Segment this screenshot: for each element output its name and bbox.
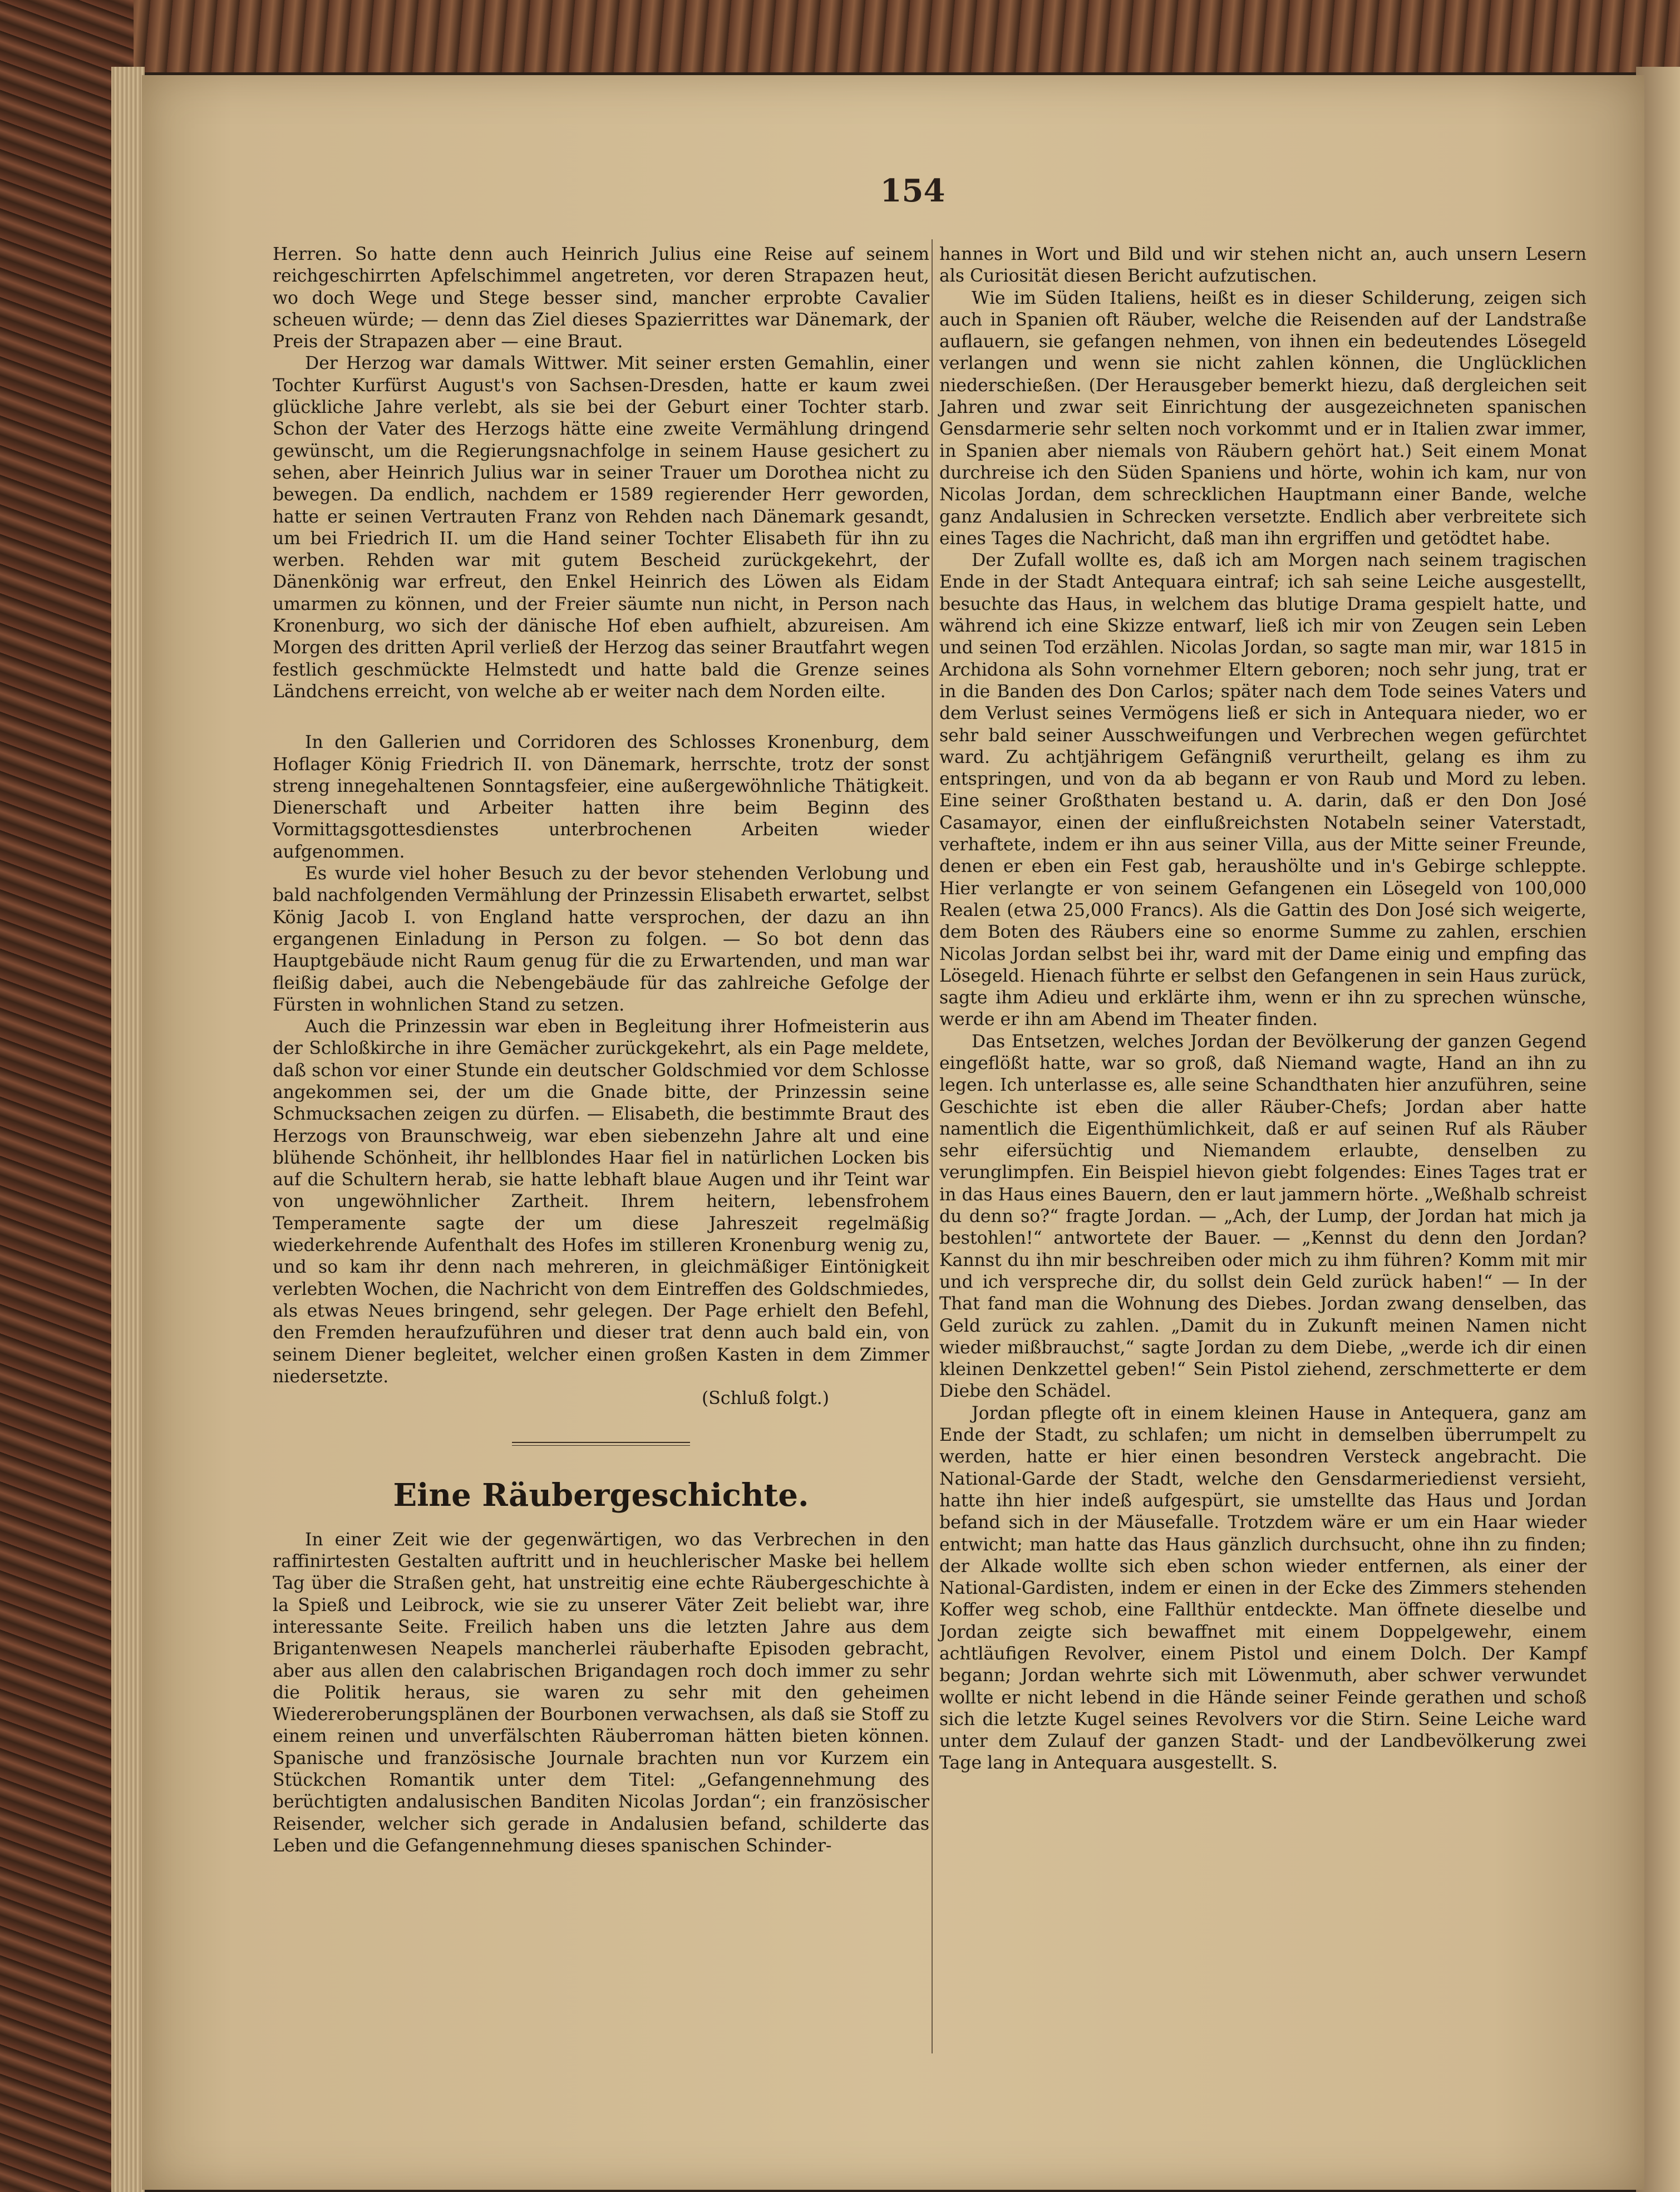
book-binding-top bbox=[83, 0, 1680, 72]
paragraph: hannes in Wort und Bild und wir stehen nicht an, auch unsern Lesern als Curiosität diesen Bericht aufzutischen. bbox=[939, 244, 1587, 287]
paragraph: Der Herzog war damals Wittwer. Mit seiner ersten Gemahlin, einer Tochter Kurfürst August's von Sachsen-Dresden, hatte er kaum zwei glückliche Jahre verlebt, als sie bei der Geburt einer Tochter starb. Schon der Vater des Herzogs hätte eine zweite Vermählung dringend gewünscht, um die Regierungsnachfolge in seinem Hause gesichert zu sehen, aber Heinrich Julius war in seiner Trauer um Dorothea nicht zu bewegen. Da endlich, nachdem er 1589 regierender Herr geworden, hatte er seinen Vertrauten Franz von Rehden nach Dänemark gesandt, um bei Friedrich II. um die Hand seiner Tochter Elisabeth für ihn zu werben. Rehden war mit gutem Bescheid zurückgekehrt, der Dänenkönig war erfreut, den Enkel Heinrich des Löwen als Eidam umarmen zu können, und der Freier säumte nun nicht, in Person nach Kronenburg, wo sich der dänische Hof eben aufhielt, abzureisen. Am Morgen des dritten April verließ der Herzog das seiner Brautfahrt wegen festlich geschmückte Helmstedt und hatte bald die Grenze seines Ländchens erreicht, von welche ab er weiter nach dem Norden eilte. bbox=[273, 353, 929, 702]
continued-note: (Schluß folgt.) bbox=[701, 1388, 829, 1409]
column-divider bbox=[932, 239, 933, 2053]
paragraph: In einer Zeit wie der gegenwärtigen, wo das Verbrechen in den raffinirtesten Gestalten auftritt und in heuchlerischer Maske bei hellem Tag über die Straßen geht, hat unstreitig eine echte Räubergeschichte à la Spieß und Leibrock, wie sie zu unserer Väter Zeit beliebt war, ihre interessante Seite. Freilich haben uns die letzten Jahre aus dem Brigantenwesen Neapels mancherlei räuberhafte Episoden gebracht, aber aus allen den calabrischen Brigandagen roch doch immer zu sehr die Politik heraus, sie waren zu sehr mit den geheimen Wiedereroberungsplänen der Bourbonen verwachsen, als daß sie Stoff zu einem reinen und unverfälschten Räuberroman hätten bieten können. Spanische und französische Journale brachten nun vor Kurzem ein Stückchen Romantik unter dem Titel: „Gefangennehmung des berüchtigten andalusischen Banditen Nicolas Jordan“; ein französischer Reisender, welcher sich gerade in Andalusien befand, schilderte das Leben und die Gefangennehmung dieses spanischen Schinder- bbox=[273, 1529, 929, 1856]
paragraph: Es wurde viel hoher Besuch zu der bevor stehenden Verlobung und bald nachfolgenden Vermählung der Prinzessin Elisabeth erwartet, selbst König Jacob I. von England hatte versprochen, der dazu an ihn ergangenen Einladung in Person zu folgen. — So bot denn das Hauptgebäude nicht Raum genug für die zu Erwartenden, und man war fleißig dabei, auch die Nebengebäude für das zahlreiche Gefolge der Fürsten in wohnlichen Stand zu setzen. bbox=[273, 864, 929, 1015]
paragraph: Das Entsetzen, welches Jordan der Bevölkerung der ganzen Gegend eingeflößt hatte, war so groß, daß Niemand wagte, Hand an ihn zu legen. Ich unterlasse es, alle seine Schandthaten hier anzuführen, seine Geschichte ist eben die aller Räuber-Chefs; Jordan aber hatte namentlich die Eigenthümlichkeit, daß er auf seinen Ruf als Räuber sehr eifersüchtig und Niemandem erlaubte, denselben zu verunglimpfen. Ein Beispiel hievon giebt folgendes: Eines Tages trat er in das Haus eines Bauern, den er laut jammern hörte. „Weßhalb schreist du denn so?“ fragte Jordan. — „Ach, der Lump, der Jordan hat mich ja bestohlen!“ antwortete der Bauer. — „Kennst du denn den Jordan? Kannst du ihn mir beschreiben oder mich zu ihm führen? Komm mit mir und ich verspreche dir, du sollst dein Geld zurück haben!“ — In der That fand man die Wohnung des Diebes. Jordan zwang denselben, das Geld zurück zu zahlen. „Damit du in Zukunft meinen Namen nicht wieder mißbrauchst,“ sagte Jordan zu dem Diebe, „werde ich dir einen kleinen Denkzettel geben!“ Sein Pistol ziehend, zerschmetterte er dem Diebe den Schädel. bbox=[939, 1031, 1587, 1402]
paragraph: Auch die Prinzessin war eben in Begleitung ihrer Hofmeisterin aus der Schloßkirche in ihre Gemächer zurückgekehrt, als ein Page meldete, daß schon vor einer Stunde ein deutscher Goldschmied vor dem Schlosse angekommen sei, der um die Gnade bitte, der Prinzessin seine Schmucksachen zeigen zu dürfen. — Elisabeth, die bestimmte Braut des Herzogs von Braunschweig, war eben siebenzehn Jahre alt und eine blühende Schönheit, ihr hellblondes Haar fiel in natürlichen Locken bis auf die Schultern herab, sie hatte lebhaft blaue Augen und ihr Teint war von ungewöhnlicher Zartheit. Ihrem heitern, lebensfrohem Temperamente sagte der um diese Jahreszeit regelmäßig wiederkehrende Aufenthalt des Hofes im stilleren Kronenburg wenig zu, und so kam ihr denn nach mehreren, in gleichmäßiger Eintönigkeit verlebten Wochen, die Nachricht von dem Eintreffen des Goldschmiedes, als etwas Neues bringend, sehr gelegen. Der Page erhielt den Befehl, den Fremden heraufzuführen und dieser trat denn auch bald ein, von seinem Diener begleitet, welcher einen großen Kasten in dem Zimmer niedersetzte. bbox=[273, 1017, 929, 1387]
paragraph: Der Zufall wollte es, daß ich am Morgen nach seinem tragischen Ende in der Stadt Antequara eintraf; ich sah seine Leiche ausgestellt, besuchte das Haus, in welchem das blutige Drama gespielt hatte, und während ich eine Skizze entwarf, ließ ich mir von Zeugen sein Leben und seinen Tod erzählen. Nicolas Jordan, so sagte man mir, war 1815 in Archidona als Sohn vornehmer Eltern geboren; noch sehr jung, trat er in die Banden des Don Carlos; später nach dem Tode seines Vaters und dem Verlust seines Vermögens ließ er sich in Antequara nieder, wo er sehr bald seiner Ausschweifungen und Verbrechen wegen gefürchtet ward. Zu achtjährigem Gefängniß verurtheilt, gelang es ihm zu entspringen, und von da ab begann er von Raub und Mord zu leben. Eine seiner Großthaten bestand u. A. darin, daß er den Don José Casamayor, einen der einflußreichsten Notabeln seiner Vaterstadt, verhaftete, indem er ihn aus seiner Villa, aus der Mitte seiner Freunde, denen er eben ein Fest gab, heraushölte und in's Gebirge schleppte. Hier verlangte er von seinem Gefangenen ein Lösegeld von 100,000 Realen (etwa 25,000 Francs). Als die Gattin des Don José sich weigerte, dem Boten des Räubers eine so enorme Summe zu zahlen, erschien Nicolas Jordan selbst bei ihr, ward mit der Dame einig und empfing das Lösegeld. Hienach führte er selbst den Gefangenen in sein Haus zurück, sagte ihm Adieu und erklärte ihm, wenn er ihn zu sprechen wünsche, werde er ihn am Abend im Theater finden. bbox=[939, 550, 1587, 1030]
page-edge bbox=[111, 67, 145, 2192]
section-rule bbox=[512, 1442, 690, 1446]
page-number: 154 bbox=[880, 173, 945, 209]
section-title: Eine Räubergeschichte. bbox=[393, 1477, 809, 1514]
paragraph: Wie im Süden Italiens, heißt es in dieser Schilderung, zeigen sich auch in Spanien oft Räuber, welche die Reisenden auf der Landstraße auflauern, sie gefangen nehmen, von ihnen ein bedeutendes Lösegeld verlangen und wenn sie nicht zahlen können, die Unglücklichen niederschießen. (Der Herausgeber bemerkt hiezu, daß dergleichen seit Jahren und zwar seit Einrichtung der ausgezeichneten spanischen Gensdarmerie sehr selten noch vorkommt und er in Italien zwar immer, in Spanien aber niemals von Räubern gehört hat.) Seit einem Monat durchreise ich den Süden Spaniens und hörte, wohin ich kam, nur von Nicolas Jordan, dem schrecklichen Hauptmann einer Bande, welche ganz Andalusien in Schrecken versetzte. Endlich aber verbreitete sich eines Tages die Nachricht, daß man ihn ergriffen und getödtet habe. bbox=[939, 288, 1587, 549]
left-column bbox=[273, 244, 929, 1857]
paragraph: In den Gallerien und Corridoren des Schlosses Kronenburg, dem Hoflager König Friedrich II. von Dänemark, herrschte, trotz der sonst streng innegehaltenen Sonntagsfeier, eine außergewöhnliche Thätigkeit. Dienerschaft und Arbeiter hatten ihre beim Beginn des Vormittagsgottesdienstes unterbrochenen Arbeiten wieder aufgenommen. bbox=[273, 732, 929, 862]
section-gap bbox=[273, 703, 929, 732]
show-through-ghost bbox=[1130, 120, 1519, 203]
right-column bbox=[939, 244, 1587, 1775]
paragraph: Herren. So hatte denn auch Heinrich Julius eine Reise auf seinem reichgeschirrten Apfelschimmel angetreten, vor deren Strapazen heut, wo doch Wege und Stege besser sind, mancher erprobte Cavalier scheuen würde; — denn das Ziel dieses Spazierrittes war Dänemark, der Preis der Strapazen aber — eine Braut. bbox=[273, 244, 929, 352]
paragraph: Jordan pflegte oft in einem kleinen Hause in Antequera, ganz am Ende der Stadt, zu schlafen; um nicht in demselben überrumpelt zu werden, hatte er hier einen besondren Versteck angebracht. Die National-Garde der Stadt, welche den Gensdarmeriedienst versieht, hatte ihn hier indeß aufgespürt, sie umstellte das Haus und Jordan befand sich in der Mäusefalle. Trotzdem wäre er um ein Haar wieder entwicht; man hatte das Haus gänzlich durchsucht, ohne ihn zu finden; der Alkade wollte sich eben schon wieder entfernen, als einer der National-Gardisten, indem er einen in der Ecke des Zimmers stehenden Koffer weg schob, eine Fallthür entdeckte. Man öffnete dieselbe und Jordan zeigte sich bewaffnet mit einem Doppelgewehr, einem achtläufigen Revolver, einem Pistol und einem Dolch. Der Kampf begann; Jordan wehrte sich mit Löwenmuth, aber schwer verwundet wollte er nicht lebend in die Hände seiner Feinde gerathen und schoß sich die letzte Kugel seines Revolvers vor die Stirn. Seine Leiche ward unter dem Zulauf der ganzen Stadt- und der Landbevölkerung zwei Tage lang in Antequara ausgestellt. S. bbox=[939, 1403, 1587, 1774]
